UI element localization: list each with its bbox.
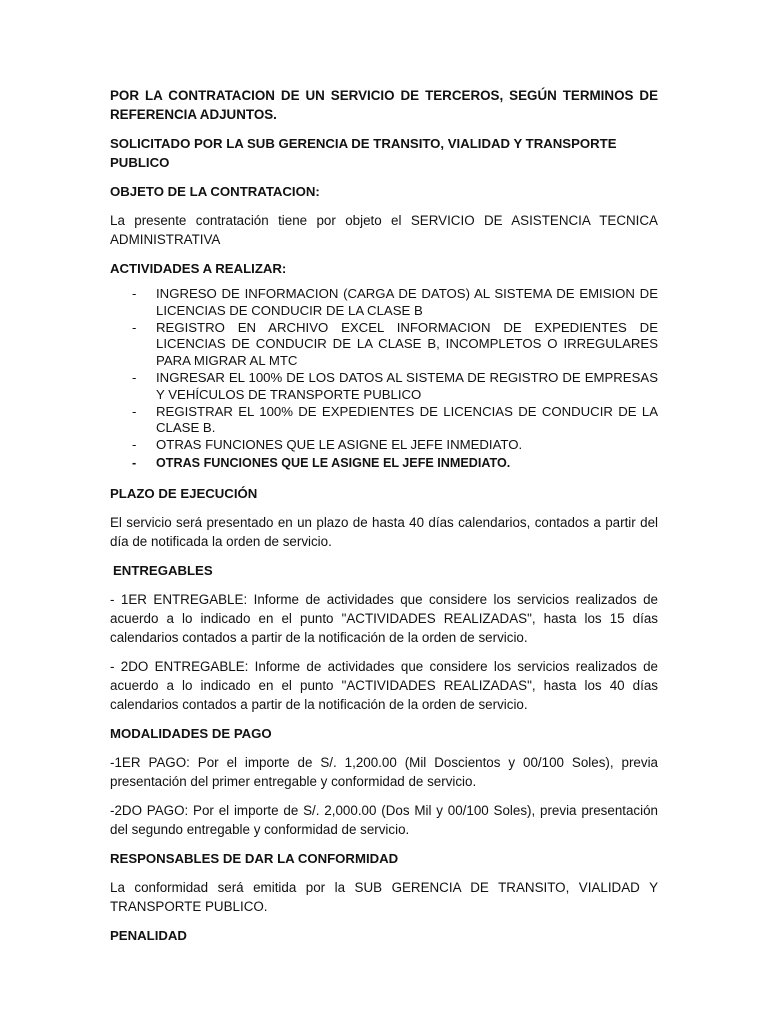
objeto-heading: OBJETO DE LA CONTRATACION:	[110, 184, 320, 199]
list-item: - INGRESO DE INFORMACION (CARGA DE DATOS) AL SISTEMA DE EMISION DE LICENCIAS DE CONDUCIR DE LA CLASE B	[132, 286, 658, 318]
plazo-heading: PLAZO DE EJECUCIÓN	[110, 485, 258, 501]
list-item: - REGISTRAR EL 100% DE EXPEDIENTES DE LICENCIAS DE CONDUCIR DE LA CLASE B.	[132, 403, 658, 436]
responsables-paragraph: La conformidad será emitida por la SUB GERENCIA DE TRANSITO, VIALIDAD Y TRANSPORTE PUBLICO.	[110, 879, 658, 914]
list-item: - OTRAS FUNCIONES QUE LE ASIGNE EL JEFE INMEDIATO.	[132, 455, 511, 470]
list-item: - OTRAS FUNCIONES QUE LE ASIGNE EL JEFE INMEDIATO.	[132, 437, 523, 453]
entregable-2-paragraph: - 2DO ENTREGABLE: Informe de actividades que considere los servicios realizados de acuerdo a lo indicado en el punto "ACTIVIDADES REALIZADAS", hasta los 40 días calendarios contados a partir de la notificación de la orden de servicio.	[110, 658, 658, 712]
intro-paragraph: POR LA CONTRATACION DE UN SERVICIO DE TERCEROS, SEGÚN TERMINOS DE REFERENCIA ADJUNTOS.	[110, 88, 658, 122]
pago-2-paragraph: -2DO PAGO: Por el importe de S/. 2,000.00 (Dos Mil y 00/100 Soles), previa presentación del segundo entregable y conformidad de servicio.	[110, 802, 658, 837]
list-item: - REGISTRO EN ARCHIVO EXCEL INFORMACION DE EXPEDIENTES DE LICENCIAS DE CONDUCIR DE LA CLASE B, INCOMPLETOS O IRREGULARES PARA MIGRAR AL MTC	[132, 319, 658, 369]
list-item: - INGRESAR EL 100% DE LOS DATOS AL SISTEMA DE REGISTRO DE EMPRESAS Y VEHÍCULOS DE TRANSPORTE PUBLICO	[132, 369, 658, 402]
objeto-paragraph: La presente contratación tiene por objeto el SERVICIO DE ASISTENCIA TECNICA ADMINISTRATIVA	[110, 213, 658, 247]
actividades-list	[110, 286, 658, 472]
responsables-heading: RESPONSABLES DE DAR LA CONFORMIDAD	[110, 850, 399, 866]
pago-heading: MODALIDADES DE PAGO	[110, 725, 272, 741]
solicitado-heading: SOLICITADO POR LA SUB GERENCIA DE TRANSITO, VIALIDAD Y TRANSPORTE PUBLICO	[110, 136, 617, 170]
pago-1-paragraph: -1ER PAGO: Por el importe de S/. 1,200.00 (Mil Doscientos y 00/100 Soles), previa presentación del primer entregable y conformidad de servicio.	[110, 754, 658, 789]
entregable-1-paragraph: - 1ER ENTREGABLE: Informe de actividades que considere los servicios realizados de acuerdo a lo indicado en el punto "ACTIVIDADES REALIZADAS", hasta los 15 días calendarios contados a partir de la notificación de la orden de servicio.	[110, 591, 658, 645]
plazo-paragraph: El servicio será presentado en un plazo de hasta 40 días calendarios, contados a partir del día de notificada la orden de servicio.	[110, 514, 658, 549]
penalidad-heading: PENALIDAD	[110, 927, 187, 943]
actividades-heading: ACTIVIDADES A REALIZAR:	[110, 261, 287, 276]
entregables-heading: ENTREGABLES	[113, 562, 213, 578]
